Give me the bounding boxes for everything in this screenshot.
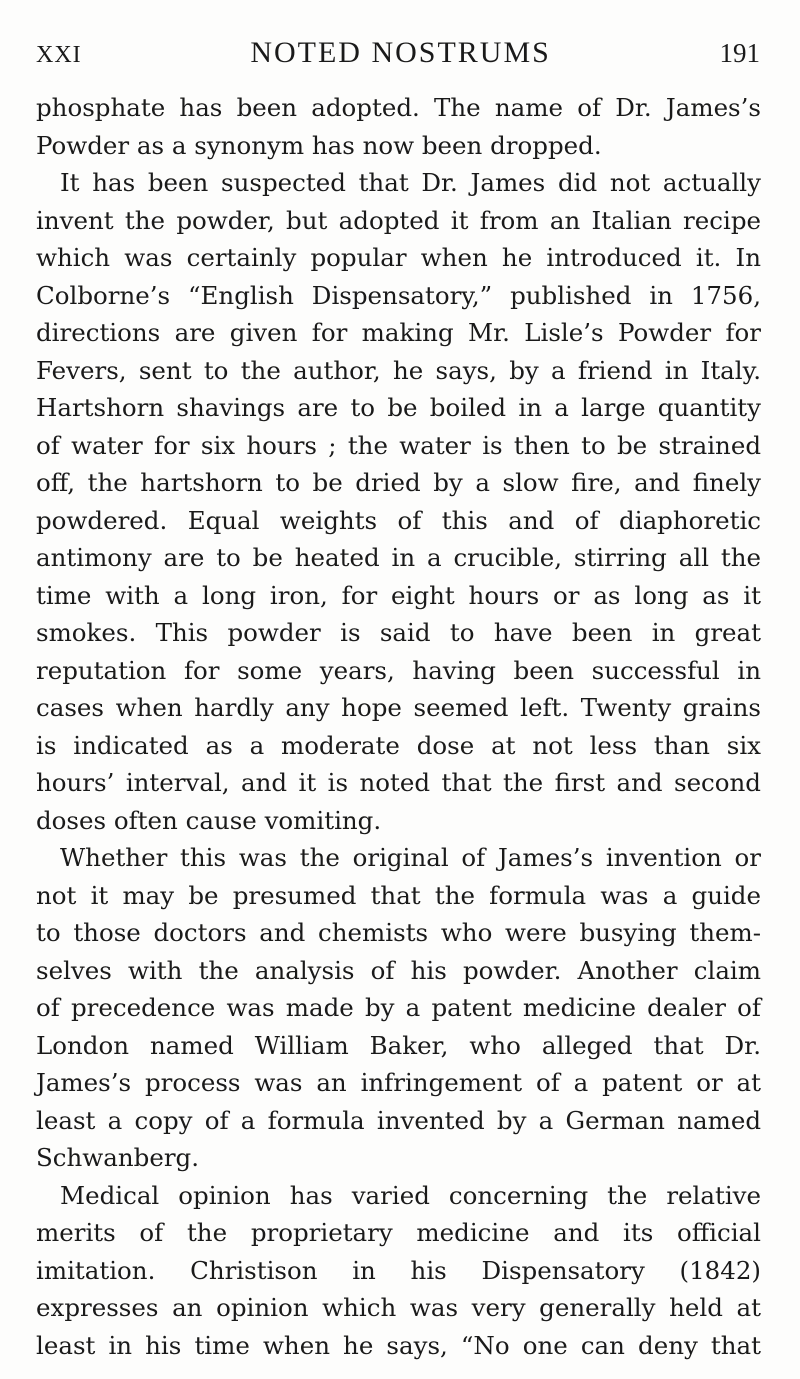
text-line: not it may be presumed that the formula was a guide xyxy=(36,880,761,910)
chapter-number: XXI xyxy=(36,42,82,68)
text-line: which was certainly popular when he introduced it. In xyxy=(36,243,761,272)
text-line: antimony are to be heated in a crucible, stirring all the xyxy=(36,543,761,572)
body-text xyxy=(36,89,761,1364)
text-line: reputation for some years, having been successful in xyxy=(36,655,761,685)
text-line: imitation. Christison in his Dispensatory (1842) xyxy=(36,1255,761,1285)
text-line: James’s process was an infringement of a patent or at xyxy=(36,1068,761,1097)
text-line: directions are given for making Mr. Lisle’s Powder for xyxy=(36,318,761,347)
text-line: Schwanberg. xyxy=(36,1143,200,1172)
text-line: Colborne’s “English Dispensatory,” published in 1756, xyxy=(36,280,761,310)
page-number: 191 xyxy=(719,38,760,68)
text-line: time with a long iron, for eight hours or as long as it xyxy=(36,580,761,610)
text-line: cases when hardly any hope seemed left. Twenty grains xyxy=(36,693,761,722)
text-line: powdered. Equal weights of this and of diaphoretic xyxy=(36,505,761,535)
running-title: NOTED NOSTRUMS xyxy=(250,36,551,69)
text-line: London named William Baker, who alleged that Dr. xyxy=(36,1030,761,1060)
text-line: selves with the analysis of his powder. Another claim xyxy=(36,955,761,985)
text-line: is indicated as a moderate dose at not less than six xyxy=(36,730,761,760)
text-line: hours’ interval, and it is noted that the first and second xyxy=(36,768,761,797)
text-line: of water for six hours ; the water is then to be strained xyxy=(36,430,761,460)
text-line: Whether this was the original of James’s invention or xyxy=(60,843,761,872)
text-line: expresses an opinion which was very generally held at xyxy=(36,1293,761,1322)
text-line: doses often cause vomiting. xyxy=(36,805,382,835)
running-head xyxy=(36,36,760,76)
text-line: merits of the proprietary medicine and its official xyxy=(36,1218,761,1247)
text-line: phosphate has been adopted. The name of Dr. James’s xyxy=(36,93,761,122)
text-line: least a copy of a formula invented by a German named xyxy=(36,1105,761,1135)
text-line: Medical opinion has varied concerning the relative xyxy=(60,1180,761,1210)
text-line: It has been suspected that Dr. James did not actually xyxy=(60,168,761,197)
text-line: of precedence was made by a patent medicine dealer of xyxy=(36,993,761,1022)
text-line: off, the hartshorn to be dried by a slow fire, and finely xyxy=(36,468,761,497)
text-line: smokes. This powder is said to have been in great xyxy=(36,618,761,647)
text-line: least in his time when he says, “No one can deny that xyxy=(36,1330,761,1360)
text-line: invent the powder, but adopted it from an Italian recipe xyxy=(36,205,761,235)
text-line: Powder as a synonym has now been dropped. xyxy=(36,130,602,160)
text-line: Hartshorn shavings are to be boiled in a large quantity xyxy=(36,393,761,422)
text-line: to those doctors and chemists who were busying them- xyxy=(36,918,761,947)
text-line: Fevers, sent to the author, he says, by a friend in Italy. xyxy=(36,355,761,385)
